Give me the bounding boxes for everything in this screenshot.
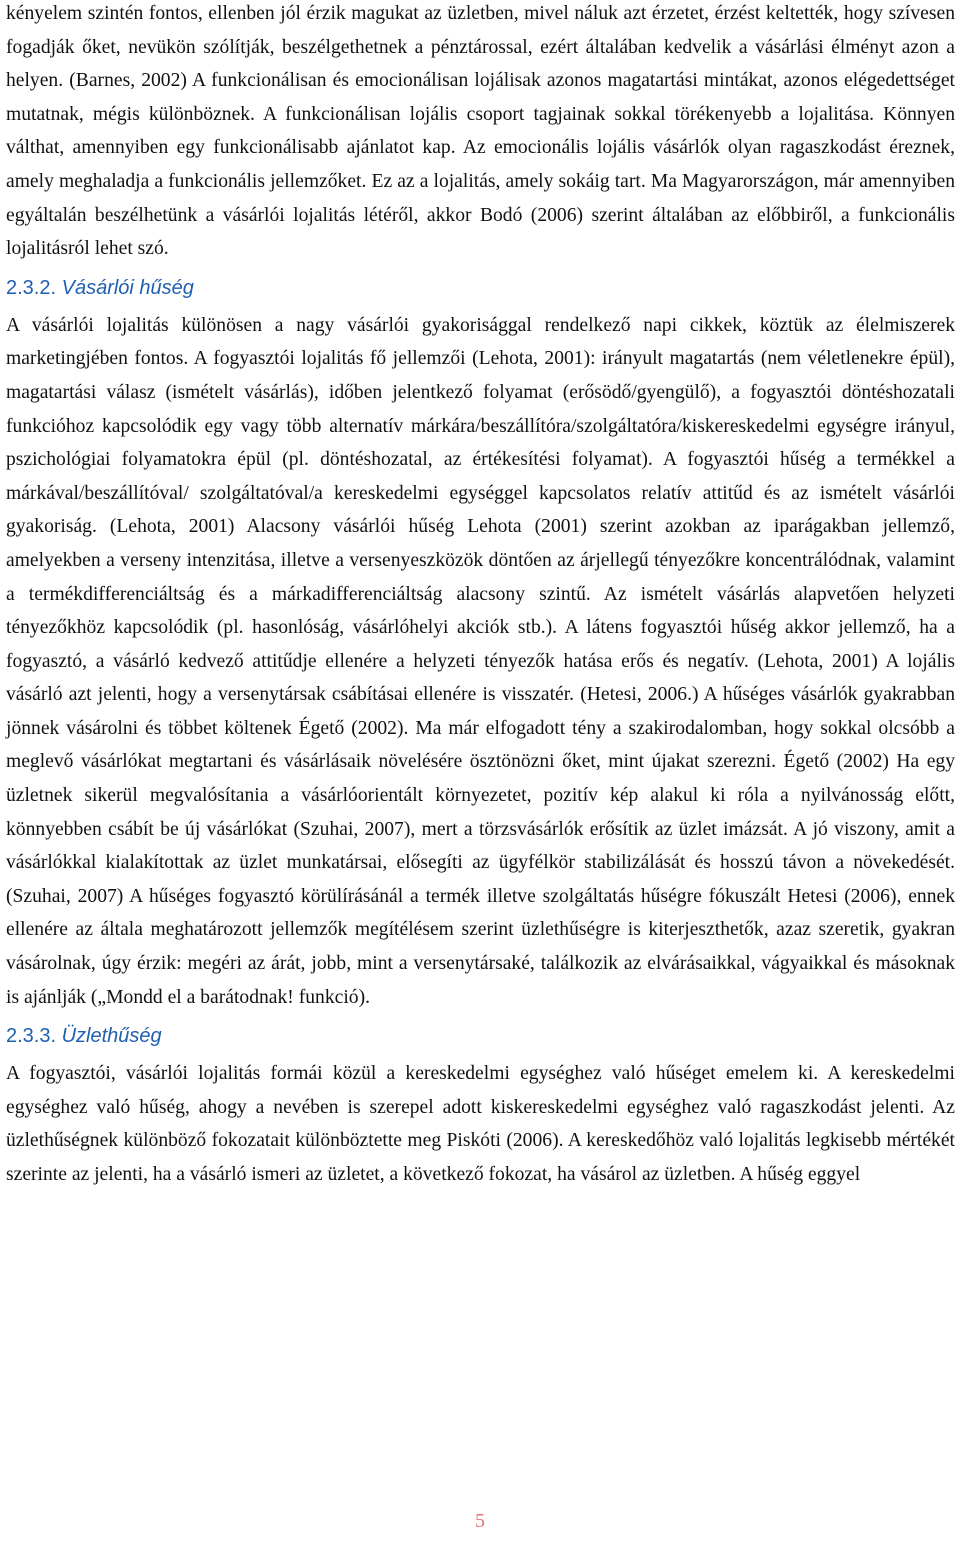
section-heading-uzlethuseg [6,1020,955,1053]
section-body-vasarloi-huseg: A vásárlói lojalitás különösen a nagy vásárlói gyakorisággal rendelkező napi cikkek, köztük az élelmiszerek marketingjében fontos. A fogyasztói lojalitás fő jellemzői (Lehota, 2001): irányult magatartás (nem véletlenekre épül), magatartási válasz (ismételt vásárlás), időben jelentkező folyamat (erősödő/gyengülő), a fogyasztói döntéshozatali funkcióhoz kapcsolódik egy vagy több alternatív márkára/beszállítóra/szolgáltatóra/kiskereskedelmi egységre irányul, pszichológiai folyamatokra épül (pl. döntéshozatal, az értékesítési folyamat). A fogyasztói hűség a termékkel a márkával/beszállítóval/ szolgáltatóval/a kereskedelmi egységgel kapcsolatos relatív attitűd és az ismételt vásárlói gyakoriság. (Lehota, 2001) Alacsony vásárlói hűség Lehota (2001) szerint azokban az iparágakban jellemző, amelyekben a verseny intenzitása, illetve a versenyeszközök döntően az árjellegű tényezőkre koncentrálódnak, valamint a termékdifferenciáltság és a márkadifferenciáltság alacsony szintű. Az ismételt vásárlás alapvetően helyzeti tényezőkhöz kapcsolódik (pl. hasonlóság, vásárlóhelyi akciók stb.). A látens fogyasztói hűség akkor jellemző, ha a fogyasztó, a vásárló kedvező attitűdje ellenére a helyzeti tényezők hatása erős és negatív. (Lehota, 2001) A lojális vásárló azt jelenti, hogy a versenytársak csábításai ellenére is visszatér. (Hetesi, 2006.) A hűséges vásárlók gyakrabban jönnek vásárolni és többet költenek Égető (2002). Ma már elfogadott tény a szakirodalomban, hogy sokkal olcsóbb a meglevő vásárlókat megtartani és vásárlásaik növelésére ösztönözni őket, mint újakat szerezni. Égető (2002) Ha egy üzletnek sikerül megvalósítania a vásárlóorientált környezetet, pozitív kép alakul ki róla a nyilvánosság előtt, könnyebben csábít be új vásárlókat (Szuhai, 2007), mert a törzsvásárlók erősítik az üzlet imázsát. A jó viszony, amit a vásárlókkal kialakítottak az üzlet munkatársai, elősegíti az ügyfélkör stabilizálását és hosszú távon a növekedését. (Szuhai, 2007) A hűséges fogyasztó körülírásánál a termék illetve szolgáltatás hűségre fókuszált Hetesi (2006), ennek ellenére az általa meghatározott jellemzők megítélésem szerint üzlethűségre is kiterjeszthetők, azaz szeretik, gyakran vásárolnak, úgy érzik: megéri az árát, jobb, mint a versenytársaké, találkozik az elvárásaikkal, vágyaikkal és másoknak is ajánlják („Mondd el a barátodnak! funkció). [6,314,955,1008]
section-title: Üzlethűség [61,1025,162,1048]
section-body-uzlethuseg: A fogyasztói, vásárlói lojalitás formái közül a kereskedelmi egységhez való hűséget emelem ki. A kereskedelmi egységhez való hűség, ahogy a nevében is szerepel adott kiskereskedelmi egységhez való ragaszkodást jelenti. Az üzlethűségnek különböző fokozatait különböztette meg Piskóti (2006). A kereskedőhöz való lojalitás legkisebb mértékét szerinte az jelenti, ha a vásárló ismeri az üzletet, a következő fokozat, ha vásárol az üzletben. A hűség eggyel [6,1063,955,1185]
page-number: 5 [475,1510,485,1532]
section-number: 2.3.2. [6,276,57,299]
document-page [6,0,955,1192]
intro-paragraph: kényelem szintén fontos, ellenben jól érzik magukat az üzletben, mivel náluk azt érzetet, érzést keltették, hogy szívesen fogadják őket, nevükön szólítják, beszélgethetnek a pénztárossal, ezért általában kedvelik a vásárlási élményt azon a helyen. (Barnes, 2002) A funkcionálisan és emocionálisan lojálisak azonos magatartási mintákat, azonos elégedettséget mutatnak, mégis különböznek. A funkcionálisan lojális csoport tagjainak sokkal törékenyebb a lojalitása. Könnyen válthat, amennyiben egy funkcionálisabb ajánlatot kap. Az emocionális lojális vásárlók olyan ragaszkodást éreznek, amely meghaladja a funkcionális jellemzőket. Ez az a lojalitás, amely sokáig tart. Ma Magyarországon, már amennyiben egyáltalán beszélhetünk a vásárlói lojalitás létéről, akkor Bodó (2006) szerint általában az előbbiről, a funkcionális lojalitásról lehet szó. [6,3,955,260]
section-title: Vásárlói hűség [61,276,194,299]
section-number: 2.3.3. [6,1025,57,1048]
section-heading-vasarloi-huseg [6,272,955,305]
